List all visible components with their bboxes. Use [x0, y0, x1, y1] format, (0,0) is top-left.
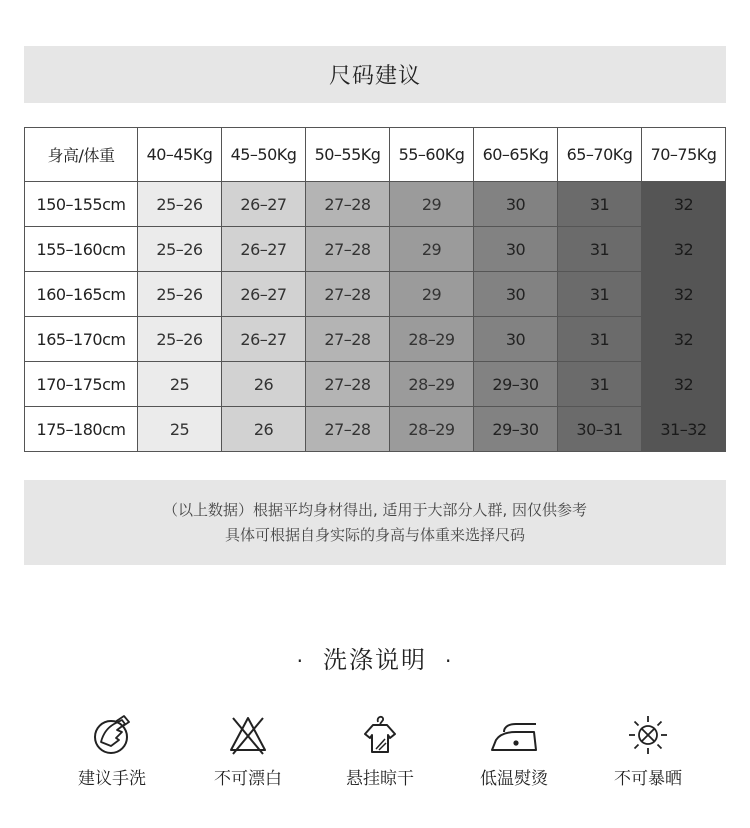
note-line-2: 具体可根据自身实际的身高与体重来选择尺码 [224, 525, 525, 544]
height-cell: 165–170cm [25, 317, 138, 362]
weight-header: 70–75Kg [642, 128, 726, 182]
size-cell: 32 [642, 317, 726, 362]
hang-dry-icon [357, 712, 403, 758]
size-guide-title: 尺码建议 [24, 46, 726, 103]
size-cell: 28–29 [390, 317, 474, 362]
wash-instructions-title [0, 640, 750, 675]
size-cell: 31 [558, 227, 642, 272]
size-note [24, 480, 726, 565]
size-cell: 28–29 [390, 362, 474, 407]
size-cell: 25–26 [138, 227, 222, 272]
table-row [25, 182, 726, 227]
size-cell: 31 [558, 362, 642, 407]
size-cell: 31 [558, 272, 642, 317]
size-cell: 30 [474, 227, 558, 272]
care-label: 不可暴晒 [614, 769, 682, 789]
size-cell: 30 [474, 272, 558, 317]
size-cell: 31 [558, 317, 642, 362]
weight-header: 45–50Kg [222, 128, 306, 182]
size-cell: 31–32 [642, 407, 726, 452]
height-cell: 160–165cm [25, 272, 138, 317]
weight-header: 40–45Kg [138, 128, 222, 182]
size-cell: 25–26 [138, 182, 222, 227]
size-cell: 29–30 [474, 362, 558, 407]
size-cell: 27–28 [306, 182, 390, 227]
size-cell: 32 [642, 182, 726, 227]
care-hang-dry [325, 712, 435, 789]
corner-header: 身高/体重 [25, 128, 138, 182]
size-cell: 28–29 [390, 407, 474, 452]
wash-title-text: 洗涤说明 [323, 646, 427, 674]
size-cell: 27–28 [306, 227, 390, 272]
size-cell: 26–27 [222, 272, 306, 317]
table-header-row [25, 128, 726, 182]
size-cell: 29 [390, 227, 474, 272]
no-sun-icon [625, 712, 671, 758]
weight-header: 65–70Kg [558, 128, 642, 182]
size-cell: 26–27 [222, 182, 306, 227]
size-cell: 31 [558, 182, 642, 227]
care-label: 不可漂白 [214, 769, 282, 789]
size-cell: 25 [138, 362, 222, 407]
size-cell: 30 [474, 182, 558, 227]
weight-header: 55–60Kg [390, 128, 474, 182]
size-cell: 26–27 [222, 227, 306, 272]
care-label: 低温熨烫 [480, 769, 548, 789]
table-row [25, 272, 726, 317]
care-label: 建议手洗 [78, 769, 146, 789]
size-table [24, 127, 726, 452]
title-dot-right: · [445, 649, 454, 673]
table-row [25, 227, 726, 272]
care-label: 悬挂晾干 [346, 769, 414, 789]
table-row [25, 317, 726, 362]
size-cell: 32 [642, 362, 726, 407]
weight-header: 60–65Kg [474, 128, 558, 182]
note-line-1: （以上数据）根据平均身材得出, 适用于大部分人群, 因仅供参考 [162, 500, 588, 519]
height-cell: 155–160cm [25, 227, 138, 272]
size-cell: 25 [138, 407, 222, 452]
care-hand-wash [57, 712, 167, 789]
no-bleach-icon [225, 712, 271, 758]
weight-header: 50–55Kg [306, 128, 390, 182]
size-cell: 30 [474, 317, 558, 362]
size-cell: 25–26 [138, 272, 222, 317]
table-row [25, 407, 726, 452]
care-no-bleach [193, 712, 303, 789]
hand-wash-icon [89, 712, 135, 758]
size-cell: 32 [642, 227, 726, 272]
low-iron-icon [486, 712, 542, 758]
height-cell: 175–180cm [25, 407, 138, 452]
size-cell: 32 [642, 272, 726, 317]
table-row [25, 362, 726, 407]
size-cell: 29–30 [474, 407, 558, 452]
size-cell: 29 [390, 182, 474, 227]
size-cell: 26–27 [222, 317, 306, 362]
size-cell: 27–28 [306, 317, 390, 362]
height-cell: 170–175cm [25, 362, 138, 407]
care-no-sun [593, 712, 703, 789]
size-cell: 27–28 [306, 407, 390, 452]
size-cell: 27–28 [306, 272, 390, 317]
size-cell: 30–31 [558, 407, 642, 452]
size-cell: 26 [222, 407, 306, 452]
care-low-iron [459, 712, 569, 789]
size-cell: 29 [390, 272, 474, 317]
size-cell: 27–28 [306, 362, 390, 407]
title-dot-left: · [296, 649, 305, 673]
size-cell: 25–26 [138, 317, 222, 362]
size-cell: 26 [222, 362, 306, 407]
height-cell: 150–155cm [25, 182, 138, 227]
